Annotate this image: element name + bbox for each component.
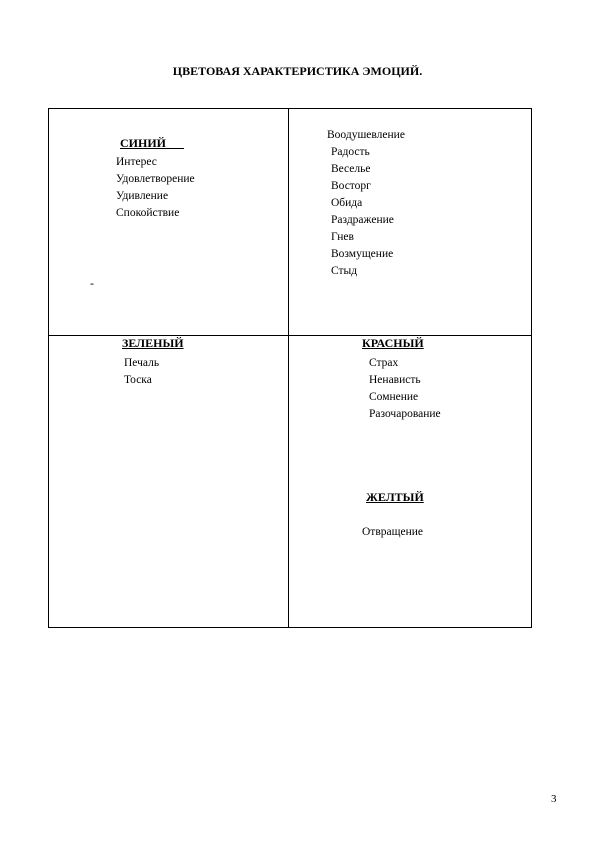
list-item: Интерес: [116, 156, 157, 168]
list-item: Страх: [369, 357, 399, 369]
dash-marker: -: [90, 276, 94, 290]
list-item: Стыд: [331, 265, 358, 277]
top-right-emotion-list: [327, 127, 405, 280]
list-item: Ненависть: [369, 374, 421, 386]
red-label: КРАСНЫЙ: [362, 336, 424, 350]
yellow-emotion-list: [362, 524, 423, 541]
list-item: Раздражение: [331, 214, 394, 226]
list-item: Отвращение: [362, 526, 423, 538]
list-item: Радость: [331, 146, 370, 158]
list-item: Удивление: [116, 190, 169, 202]
list-item: Воодушевление: [327, 129, 405, 141]
green-emotion-list: [124, 355, 159, 389]
list-item: Удовлетворение: [116, 173, 195, 185]
list-item: Спокойствие: [116, 207, 180, 219]
table-horizontal-divider: [48, 335, 532, 336]
list-item: Разочарование: [369, 408, 441, 420]
list-item: Печаль: [124, 357, 160, 369]
yellow-label: ЖЕЛТЫЙ: [366, 490, 424, 504]
list-item: Возмущение: [331, 248, 394, 260]
page-number: 3: [551, 793, 557, 805]
green-label: ЗЕЛЕНЫЙ: [122, 336, 184, 350]
blue-label: СИНИЙ: [120, 136, 185, 150]
list-item: Сомнение: [369, 391, 419, 403]
list-item: Обида: [331, 197, 363, 209]
list-item: Тоска: [124, 374, 152, 386]
list-item: Веселье: [331, 163, 371, 175]
list-item: Гнев: [331, 231, 354, 243]
list-item: Восторг: [331, 180, 371, 192]
red-emotion-list: [369, 355, 441, 423]
blue-emotion-list: [116, 154, 195, 222]
table-vertical-divider: [288, 108, 289, 628]
page-title: ЦВЕТОВАЯ ХАРАКТЕРИСТИКА ЭМОЦИЙ.: [172, 64, 423, 78]
